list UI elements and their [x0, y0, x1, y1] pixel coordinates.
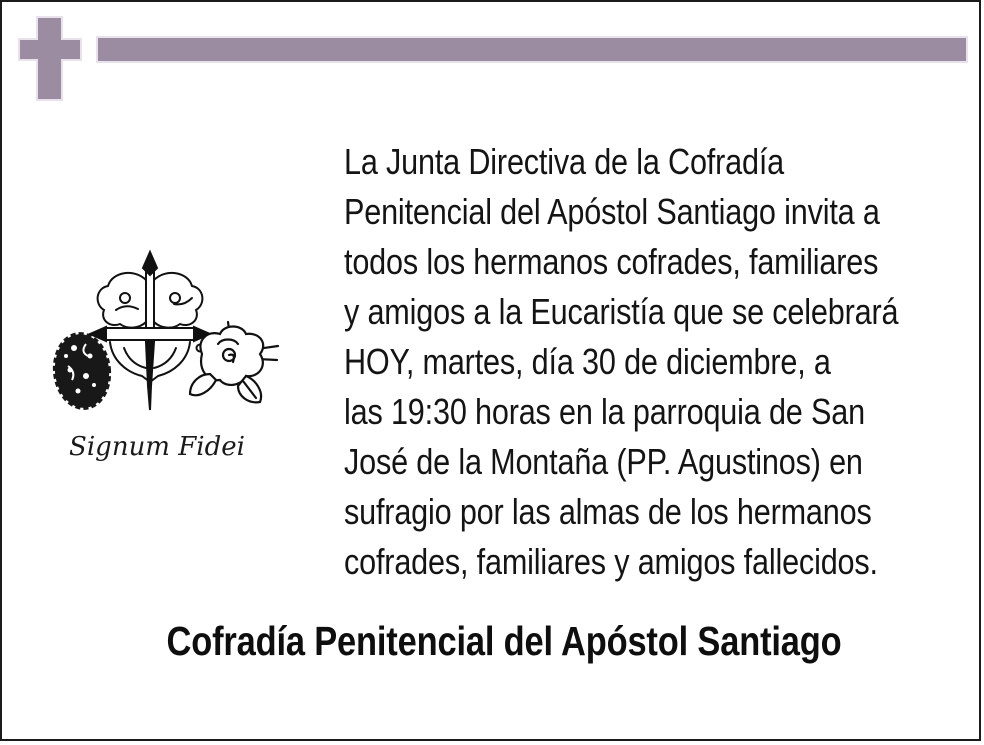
cross-shape	[19, 17, 81, 100]
wreath-medallion-icon	[51, 331, 112, 410]
signum-fidei-emblem	[50, 248, 280, 463]
announcement-line: José de la Montaña (PP. Agustinos) en	[344, 441, 863, 482]
announcement-text	[344, 137, 984, 587]
cross-icon	[17, 15, 83, 102]
emblem-caption: Signum Fidei	[69, 432, 245, 462]
organization-name: Cofradía Penitencial del Apóstol Santiago	[166, 618, 842, 664]
announcement-line: La Junta Directiva de la Cofradía	[344, 141, 785, 182]
announcement-line: y amigos a la Eucaristía que se celebrará	[344, 291, 899, 332]
announcement-line: las 19:30 horas en la parroquia de San	[344, 391, 865, 432]
announcement-line: HOY, martes, día 30 de diciembre, a	[344, 341, 831, 382]
announcement-line: cofrades, familiares y amigos fallecidos.	[344, 541, 878, 582]
header-rule	[98, 38, 966, 61]
announcement-line: sufragio por las almas de los hermanos	[344, 491, 872, 532]
announcement-line: Penitencial del Apóstol Santiago invita a	[344, 191, 880, 232]
announcement-line: todos los hermanos cofrades, familiares	[344, 241, 879, 282]
